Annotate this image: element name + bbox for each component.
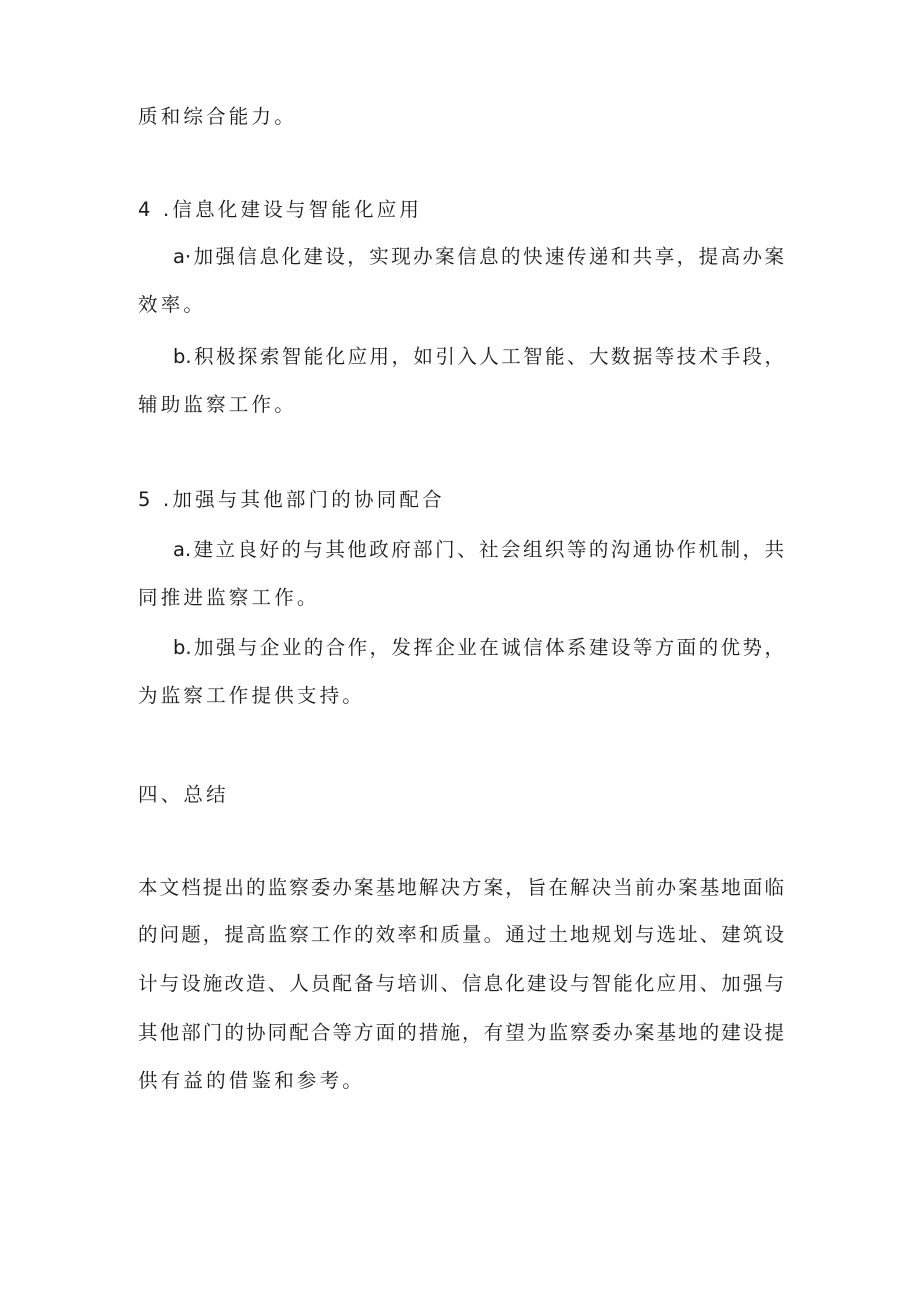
summary-line-1: 本文档提出的监察委办案基地解决方案，旨在解决当前办案基地面临 <box>138 876 784 899</box>
summary-line-5: 供有益的借鉴和参考。 <box>138 1069 366 1092</box>
paragraph-line-continuation: 质和综合能力。 <box>138 105 297 128</box>
list-item-b-line-2: 为监察工作提供支持。 <box>138 684 366 707</box>
list-item-b-line-2: 辅助监察工作。 <box>138 393 297 416</box>
list-item-a-line-2: 同推进监察工作。 <box>138 586 320 609</box>
list-item-b-line-1: b.加强与企业的合作，发挥企业在诚信体系建设等方面的优势， <box>173 636 784 659</box>
list-item-a-line-2: 效率。 <box>138 293 207 316</box>
section-heading-summary: 四、总结 <box>138 783 229 806</box>
summary-line-3: 计与设施改造、人员配备与培训、信息化建设与智能化应用、加强与 <box>138 972 784 995</box>
list-item-a-line-1: a·加强信息化建设，实现办案信息的快速传递和共享，提高办案 <box>173 245 784 268</box>
list-item-a-line-1: a.建立良好的与其他政府部门、社会组织等的沟通协作机制，共 <box>173 538 784 561</box>
summary-line-2: 的问题，提高监察工作的效率和质量。通过土地规划与选址、建筑设 <box>138 923 784 946</box>
section-heading-4: 4 .信息化建设与智能化应用 <box>138 198 423 221</box>
summary-line-4: 其他部门的协同配合等方面的措施，有望为监察委办案基地的建设提 <box>138 1021 784 1044</box>
section-heading-5: 5 .加强与其他部门的协同配合 <box>138 488 445 511</box>
list-item-b-line-1: b.积极探索智能化应用，如引入人工智能、大数据等技术手段， <box>173 345 784 368</box>
